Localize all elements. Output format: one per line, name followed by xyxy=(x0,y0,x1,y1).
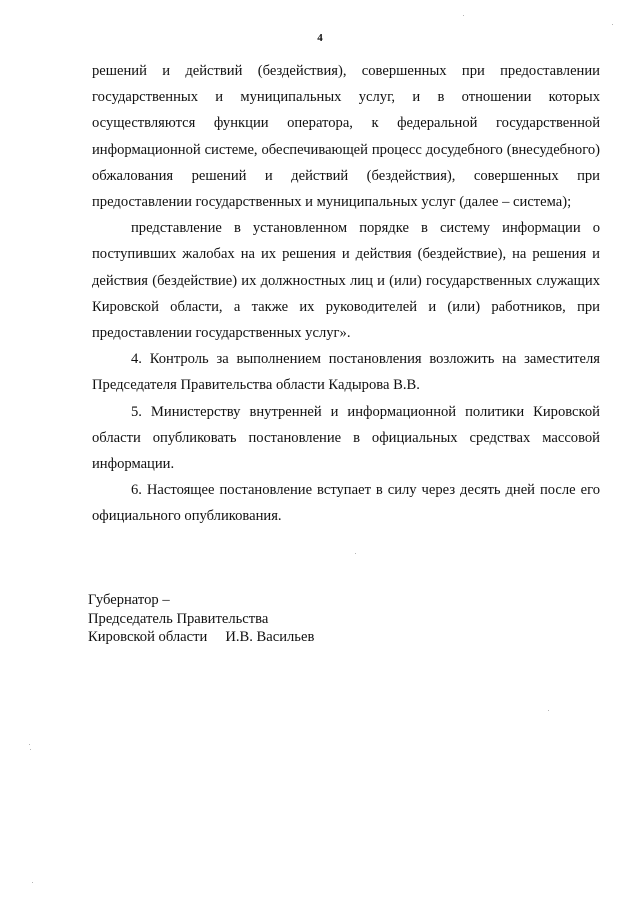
scan-speck xyxy=(463,15,464,16)
scan-speck xyxy=(29,744,30,745)
page-number: 4 xyxy=(317,32,323,44)
scan-speck xyxy=(548,710,549,711)
paragraph-item-5: 5. Министерству внутренней и информационной политики Кировской области опубликовать постановление в официальных средствах массовой информации. xyxy=(92,403,600,473)
paragraph-item-6: 6. Настоящее постановление вступает в силу через десять дней после его официального опубликования. xyxy=(92,482,600,525)
signatory-region-line xyxy=(88,628,314,647)
signature-block xyxy=(88,591,314,647)
scan-speck xyxy=(612,24,613,25)
document-body xyxy=(92,58,600,530)
signatory-position: Председатель Правительства xyxy=(88,610,269,627)
scan-speck xyxy=(30,749,31,750)
signatory-title: Губернатор – xyxy=(88,592,170,608)
signatory-region: Кировской области xyxy=(88,629,208,645)
paragraph-continuation: решений и действий (бездействия), совершенных при предоставлении государственных и муниципальных услуг, и в отношении которых осуществляются функции оператора, к федеральной государственной информационной системе, обеспечивающей процесс досудебного (внесудебного) обжалования решений и действий (бездействия), совершенных при предоставлении государственных и муниципальных услуг (далее – система); xyxy=(92,63,600,211)
scan-speck xyxy=(355,553,356,554)
scan-speck xyxy=(32,882,33,883)
paragraph-representation: представление в установленном порядке в систему информации о поступивших жалобах на их решения и действия (бездействие), на решения и действия (бездействие) их должностных лиц и (или) государственных служащих Кировской области, а также их руководителей и (или) работников, при предоставлении государственных услуг». xyxy=(92,220,600,342)
signatory-name: И.В. Васильев xyxy=(225,629,315,645)
paragraph-item-4: 4. Контроль за выполнением постановления возложить на заместителя Председателя Правительства области Кадырова В.В. xyxy=(92,351,600,394)
